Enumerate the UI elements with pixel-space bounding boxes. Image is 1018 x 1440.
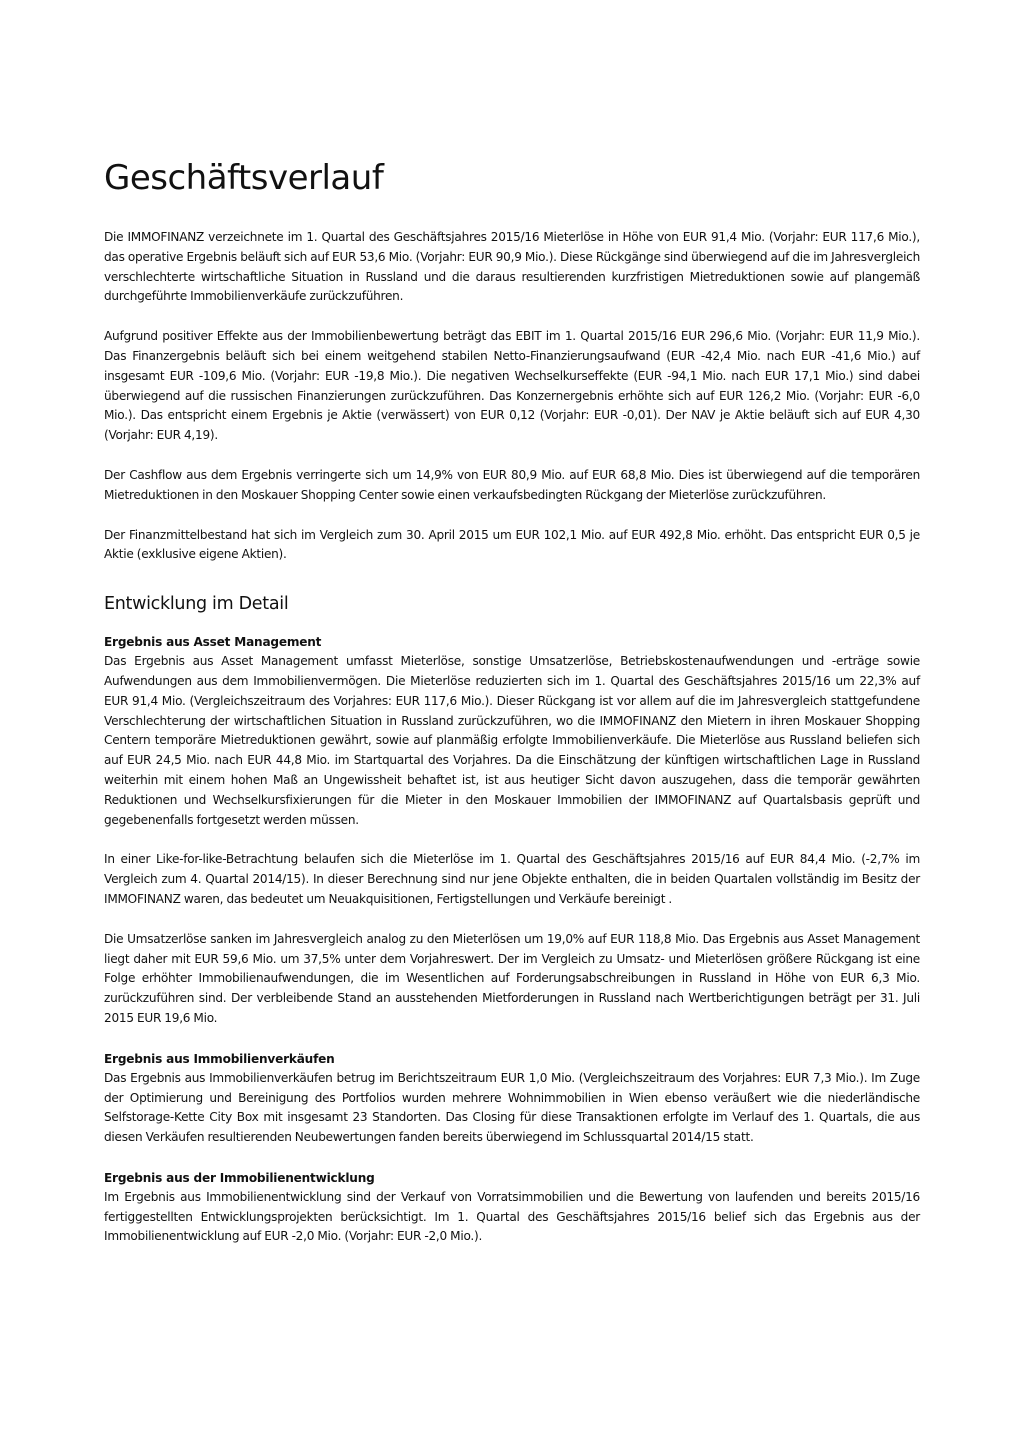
asset-management-paragraph-3: Die Umsatzerlöse sanken im Jahresvergleich analog zu den Mieterlösen um 19,0% auf EUR 118,8 Mio. Das Ergebnis aus Asset Management liegt daher mit EUR 59,6 Mio. um 37,5% unter dem Vorjahreswert. Der im Vergleich zu Umsatz- und Mieterlösen größere Rückgang ist eine Folge erhöhter Immobilienaufwendungen, die im Wesentlichen auf Forderungsabschreibungen in Russland in Höhe von EUR 6,3 Mio. zurückzuführen sind. Der verbleibende Stand an ausstehenden Mietforderungen in Russland nach Wertberichtigungen beträgt per 31. Juli 2015 EUR 19,6 Mio. xyxy=(104,931,920,1025)
subsection-property-sales-heading: Ergebnis aus Immobilienverkäufen xyxy=(104,1051,335,1066)
intro-paragraph-liquidity: Der Finanzmittelbestand hat sich im Vergleich zum 30. April 2015 um EUR 102,1 Mio. auf EUR 492,8 Mio. erhöht. Das entspricht EUR 0,5 je Aktie (exklusive eigene Aktien). xyxy=(104,527,920,562)
intro-paragraph-cashflow: Der Cashflow aus dem Ergebnis verringerte sich um 14,9% von EUR 80,9 Mio. auf EUR 68,8 Mio. Dies ist überwiegend auf die temporären Mietreduktionen in den Moskauer Shopping Center sowie einen verkaufsbedingten Rückgang der Mieterlöse zurückzuführen. xyxy=(104,467,920,502)
document-page xyxy=(104,150,920,1267)
property-sales-paragraph: Das Ergebnis aus Immobilienverkäufen betrug im Berichtszeitraum EUR 1,0 Mio. (Vergleichszeitraum des Vorjahres: EUR 7,3 Mio.). Im Zuge der Optimierung und Bereinigung des Portfolios wurden mehrere Wohnimmobilien in Wien ebenso veräußert wie die niederländische Selfstorage-Kette City Box mit insgesamt 23 Standorten. Das Closing für diese Transaktionen erfolgte im Verlauf des 1. Quartals, die aus diesen Verkäufen resultierenden Neubewertungen fanden bereits überwiegend im Schlussquartal 2014/15 statt. xyxy=(104,1070,920,1145)
subsection-property-development-heading: Ergebnis aus der Immobilienentwicklung xyxy=(104,1170,375,1185)
asset-management-paragraph-1: Das Ergebnis aus Asset Management umfasst Mieterlöse, sonstige Umsatzerlöse, Betriebskostenaufwendungen und -erträge sowie Aufwendungen aus dem Immobilienvermögen. Die Mieterlöse reduzierten sich im 1. Quartal des Geschäftsjahres 2015/16 um 22,3% auf EUR 91,4 Mio. (Vergleichszeitraum des Vorjahres: EUR 117,6 Mio.). Dieser Rückgang ist vor allem auf die im Jahresvergleich stattgefundene Verschlechterung der wirtschaftlichen Situation in Russland zurückzuführen, wo die IMMOFINANZ den Mietern in ihren Moskauer Shopping Centern temporäre Mietreduktionen gewährt, sowie auf planmäßig erfolgte Immobilienverkäufe. Die Mieterlöse aus Russland beliefen sich auf EUR 24,5 Mio. nach EUR 44,8 Mio. im Startquartal des Vorjahres. Da die Einschätzung der künftigen wirtschaftlichen Lage in Russland weiterhin mit einem hohen Maß an Ungewissheit behaftet ist, ist aus heutiger Sicht davon auszugehen, dass die temporär gewährten Reduktionen und Wechselkursfixierungen für die Mieter in den Moskauer Immobilien der IMMOFINANZ auf Quartalsbasis geprüft und gegebenenfalls fortgesetzt werden müssen. xyxy=(104,654,920,827)
section-title: Entwicklung im Detail xyxy=(104,594,289,615)
intro-paragraph-revenue: Die IMMOFINANZ verzeichnete im 1. Quartal des Geschäftsjahres 2015/16 Mieterlöse in Höhe von EUR 91,4 Mio. (Vorjahr: EUR 117,6 Mio.), das operative Ergebnis beläuft sich auf EUR 53,6 Mio. (Vorjahr: EUR 90,9 Mio.). Diese Rückgänge sind überwiegend auf die im Jahresvergleich verschlechterte wirtschaftliche Situation in Russland und die daraus resultierenden kurzfristigen Mietreduktionen sowie auf plangemäß durchgeführte Immobilienverkäufe zurückzuführen. xyxy=(104,230,920,304)
intro-paragraph-ebit: Aufgrund positiver Effekte aus der Immobilienbewertung beträgt das EBIT im 1. Quartal 2015/16 EUR 296,6 Mio. (Vorjahr: EUR 11,9 Mio.). Das Finanzergebnis beläuft sich bei einem weitgehend stabilen Netto-Finanzierungsaufwand (EUR -42,4 Mio. nach EUR -41,6 Mio.) auf insgesamt EUR -109,6 Mio. (Vorjahr: EUR -19,8 Mio.). Die negativen Wechselkurseffekte (EUR -94,1 Mio. nach EUR 17,1 Mio.) sind dabei überwiegend auf die russischen Finanzierungen zurückzuführen. Das Konzernergebnis erhöhte sich auf EUR 126,2 Mio. (Vorjahr: EUR -6,0 Mio.). Das entspricht einem Ergebnis je Aktie (verwässert) von EUR 0,12 (Vorjahr: EUR -0,01). Der NAV je Aktie beläuft sich auf EUR 4,30 (Vorjahr: EUR 4,19). xyxy=(104,329,920,443)
asset-management-paragraph-2: In einer Like-for-like-Betrachtung belaufen sich die Mieterlöse im 1. Quartal des Geschäftsjahres 2015/16 auf EUR 84,4 Mio. (-2,7% im Vergleich zum 4. Quartal 2014/15). In dieser Berechnung sind nur jene Objekte enthalten, die in beiden Quartalen vollständig im Besitz der IMMOFINANZ waren, das bedeutet um Neuakquisitionen, Fertigstellungen und Verkäufe bereinigt . xyxy=(104,852,920,906)
property-development-paragraph: Im Ergebnis aus Immobilienentwicklung sind der Verkauf von Vorratsimmobilien und die Bewertung von laufenden und bereits 2015/16 fertiggestellten Entwicklungsprojekten berücksichtigt. Im 1. Quartal des Geschäftsjahres 2015/16 belief sich das Ergebnis aus der Immobilienentwicklung auf EUR -2,0 Mio. (Vorjahr: EUR -2,0 Mio.). xyxy=(104,1189,920,1244)
subsection-asset-management-heading: Ergebnis aus Asset Management xyxy=(104,635,322,650)
page-title: Geschäftsverlauf xyxy=(104,158,384,198)
